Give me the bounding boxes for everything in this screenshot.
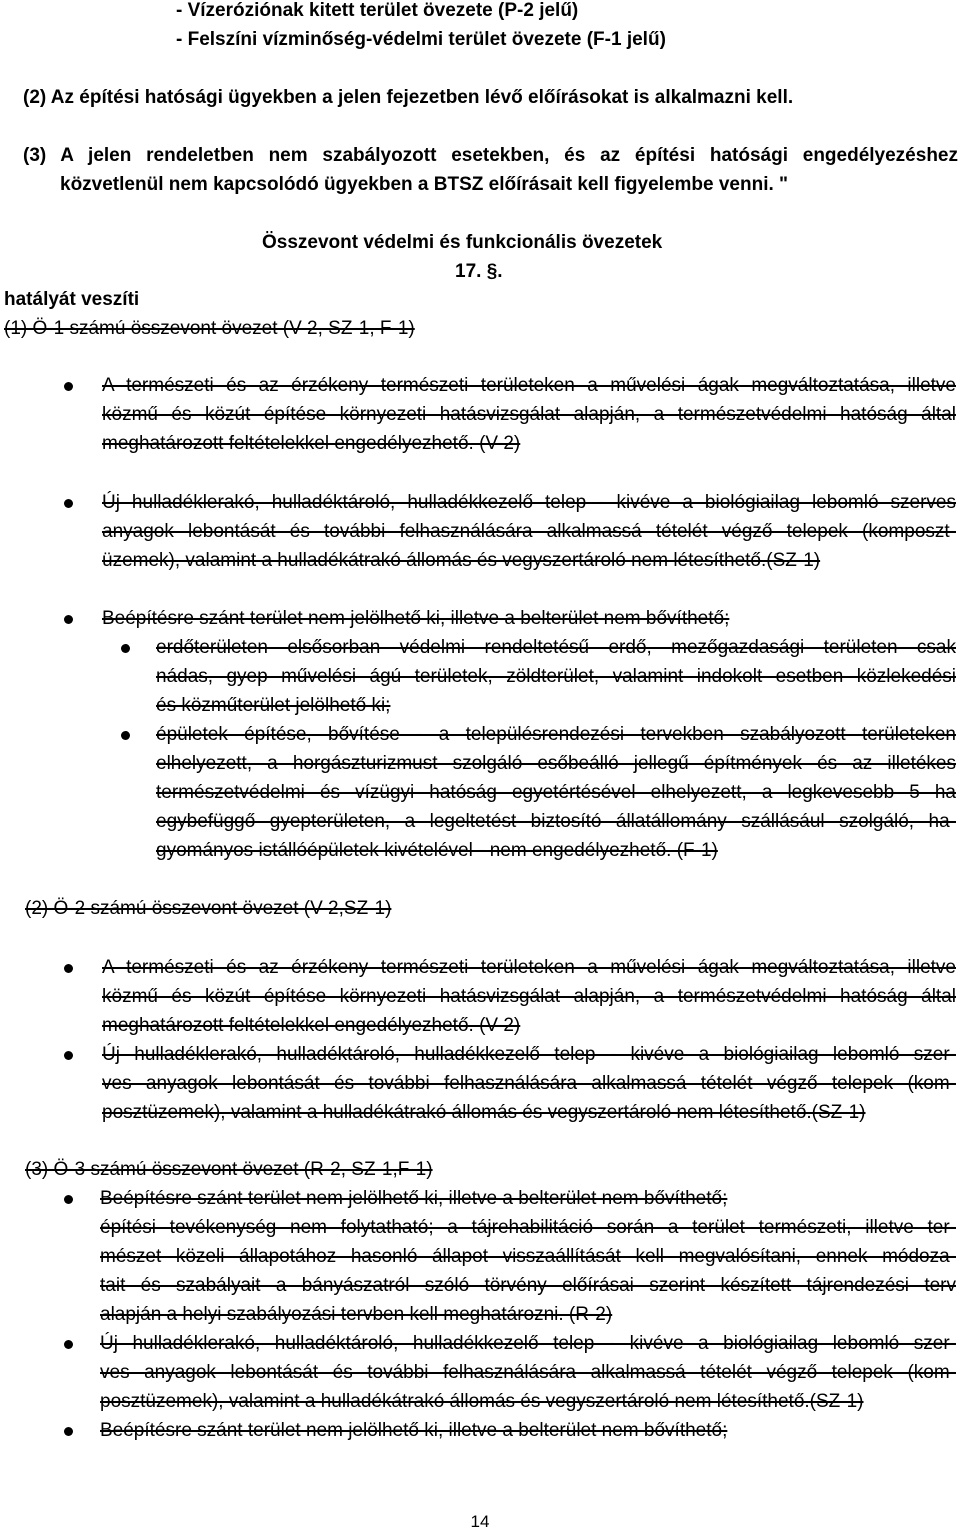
zone-1-sub-bullet-b-line: épületek építése, bővítése - a településrendezési tervekben szabályozott területeken (156, 724, 956, 745)
zone-3-bullet-1-line: tait és szabályait a bányászatról szóló törvény előírásai szerint készített tájrendezési terv (100, 1275, 956, 1296)
bullet-icon (64, 1051, 73, 1060)
paragraph-2: (2) Az építési hatósági ügyekben a jelen fejezetben lévő előírásokat is alkalmazni kell. (23, 87, 794, 108)
zone-2-bullet-2-line: posztüzemek), valamint a hulladékátrakó állomás és vegyszertároló nem létesíthető.(SZ-1) (102, 1102, 866, 1123)
zone-1-sub-bullet-b-line: egybefüggő gyepterületen, a legeltetést biztosító állatállomány szállásául szolgáló, ha- (156, 811, 956, 832)
bullet-icon (64, 499, 73, 508)
zone-1-sub-bullet-a-line: erdőterületen elsősorban védelmi rendeltetésű erdő, mezőgazdasági területen csak (156, 637, 956, 658)
bullet-icon (64, 615, 73, 624)
zone-3-bullet-1-line: Beépítésre szánt terület nem jelölhető ki, illetve a belterület nem bővíthető; (100, 1188, 728, 1209)
zone-1-sub-bullet-a-line: nádas, gyep művelési ágú területek, zöldterület, valamint indokolt esetben közlekedési (156, 666, 956, 687)
zone-1-bullet-1-line: közmű és közút építése környezeti hatásvizsgálat alapján, a természetvédelmi hatóság által (102, 404, 956, 425)
zone-3-bullet-2-line: Új hulladéklerakó, hulladéktároló, hulladékkezelő telep - kivéve a biológiailag lebomló szer- (100, 1333, 956, 1354)
zone-3-bullet-2-line: ves anyagok lebontását és további felhasználására alkalmassá tételét végző telepek (kom- (100, 1362, 956, 1383)
zone-1-bullet-1-line: meghatározott feltételekkel engedélyezhető. (V-2) (102, 433, 521, 454)
paragraph-3-line-2: közvetlenül nem kapcsolódó ügyekben a BTSZ előírásait kell figyelembe venni. " (60, 174, 789, 195)
sub-bullet-icon (121, 644, 130, 653)
zone-1-bullet-2-line: üzemek), valamint a hulladékátrakó állomás és vegyszertároló nem létesíthető.(SZ-1) (102, 550, 821, 571)
zone-2-heading: (2) Ö-2 számú összevont övezet (V-2,SZ-1) (25, 898, 392, 919)
list-item-f1: - Felszíni vízminőség-védelmi terület övezete (F-1 jelű) (176, 29, 666, 50)
bullet-icon (64, 1195, 73, 1204)
zone-1-bullet-1-line: A természeti és az érzékeny természeti területeken a művelési ágak megváltoztatása, illetve (102, 375, 956, 396)
zone-3-bullet-3: Beépítésre szánt terület nem jelölhető ki, illetve a belterület nem bővíthető; (100, 1420, 728, 1441)
sub-bullet-icon (121, 731, 130, 740)
zone-2-bullet-1-line: közmű és közút építése környezeti hatásvizsgálat alapján, a természetvédelmi hatóság által (102, 986, 956, 1007)
zone-1-sub-bullet-b-line: elhelyezett, a horgászturizmust szolgáló esőbeálló jellegű építmények és az illetékes (156, 753, 956, 774)
zone-2-bullet-1-line: meghatározott feltételekkel engedélyezhető. (V-2) (102, 1015, 521, 1036)
zone-3-bullet-1-line: építési tevékenység nem folytatható; a tájrehabilitáció során a terület természeti, illetve ter- (100, 1217, 956, 1238)
zone-1-bullet-2-line: Új hulladéklerakó, hulladéktároló, hulladékkezelő telep - kivéve a biológiailag lebomló szerves (102, 492, 956, 513)
zone-1-bullet-3: Beépítésre szánt terület nem jelölhető ki, illetve a belterület nem bővíthető; (102, 608, 730, 629)
bullet-icon (64, 1427, 73, 1436)
bullet-icon (64, 382, 73, 391)
zone-2-bullet-2-line: ves anyagok lebontását és további felhasználására alkalmassá tételét végző telepek (kom- (102, 1073, 956, 1094)
bullet-icon (64, 1340, 73, 1349)
section-title: Összevont védelmi és funkcionális övezetek (262, 232, 663, 253)
zone-3-bullet-1-line: mészet közeli állapotához hasonló állapot visszaállítását kell megvalósítani, ennek módoza- (100, 1246, 956, 1267)
zone-1-heading: (1) Ö-1 számú összevont övezet (V-2, SZ-1, F-1) (4, 318, 415, 339)
repeal-label: hatályát veszíti (4, 289, 140, 310)
zone-3-bullet-1-line: alapján a helyi szabályozási tervben kell meghatározni. (R-2) (100, 1304, 613, 1325)
zone-3-heading: (3) Ö-3 számú összevont övezet (R-2, SZ-1,F-1) (25, 1159, 433, 1180)
section-number: 17. §. (455, 261, 503, 282)
zone-1-bullet-2-line: anyagok lebontását és további felhasználására alkalmassá tételét végző telepek (komposzt- (102, 521, 956, 542)
zone-2-bullet-1-line: A természeti és az érzékeny természeti területeken a művelési ágak megváltoztatása, illetve (102, 957, 956, 978)
zone-3-bullet-2-line: posztüzemek), valamint a hulladékátrakó állomás és vegyszertároló nem létesíthető.(SZ-1) (100, 1391, 864, 1412)
page-number: 14 (470, 1512, 490, 1531)
bullet-icon (64, 964, 73, 973)
list-item-p2: - Vízeróziónak kitett terület övezete (P-2 jelű) (176, 0, 579, 21)
zone-2-bullet-2-line: Új hulladéklerakó, hulladéktároló, hulladékkezelő telep - kivéve a biológiailag lebomló szer- (102, 1044, 956, 1065)
zone-1-sub-bullet-a-line: és közműterület jelölhető ki; (156, 695, 391, 716)
zone-1-sub-bullet-b-line: gyományos istállóépületek kivételével - nem engedélyezhető. (F-1) (156, 840, 718, 861)
zone-1-sub-bullet-b-line: természetvédelmi és vízügyi hatóság egyetértésével elhelyezett, a legkevesebb 5 ha (156, 782, 956, 803)
paragraph-3-line-1: (3) A jelen rendeletben nem szabályozott esetekben, és az építési hatósági engedélyezéshez (23, 145, 958, 166)
